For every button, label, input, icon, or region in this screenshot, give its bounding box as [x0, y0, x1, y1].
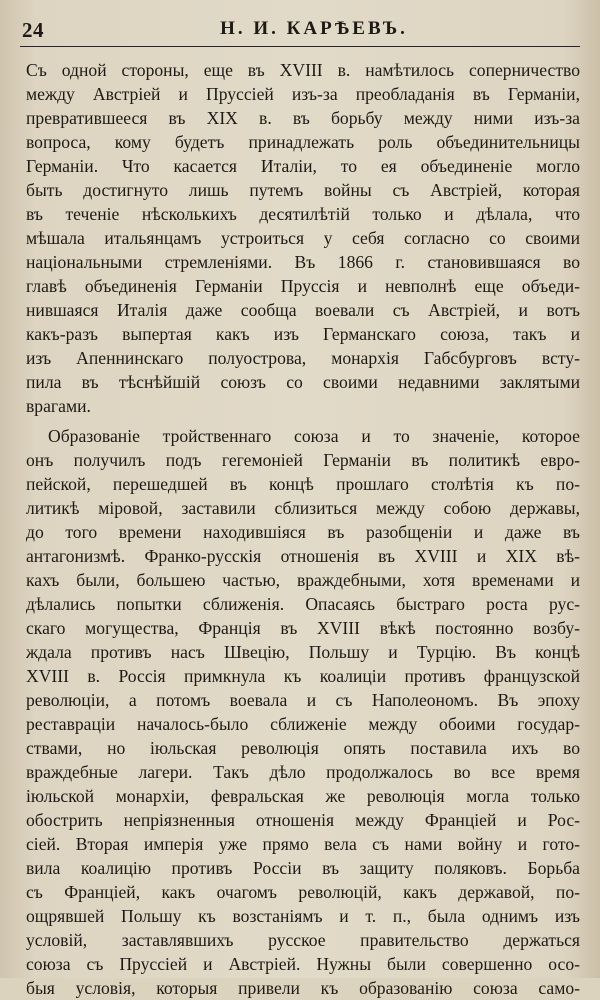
text-line: реставраціи началось-было сближеніе между обоими государ-	[26, 714, 580, 734]
text-line: изъ Апеннинскаго полуострова, монархія Габсбурговъ всту-	[26, 348, 580, 368]
text-line: пила въ тѣснѣйшій союзъ со своими недавними заклятыми	[26, 372, 580, 392]
text-line: быя условія, которыя привели къ образованію союза само-	[26, 978, 580, 998]
text-line: антагонизмѣ. Франко-русскія отношенія въ XVIII и XIX вѣ-	[26, 546, 580, 566]
body-text	[26, 58, 580, 1000]
text-line: главѣ объединенія Германіи Пруссія и невполнѣ еще объеди-	[26, 276, 580, 296]
text-line: обострить непріязненныя отношенія между Франціей и Рос-	[26, 810, 580, 830]
text-line: вопроса, кому будетъ принадлежать роль объединительницы	[26, 132, 580, 152]
text-line: іюльской монархіи, февральская же революція могла только	[26, 786, 580, 806]
running-head: Н. И. КАРѢЕВЪ.	[220, 18, 408, 39]
page-number: 24	[22, 18, 44, 42]
text-line: условій, заставлявшихъ русское правительство держаться	[26, 930, 580, 950]
text-line: кахъ были, большею частью, враждебными, хотя временами и	[26, 570, 580, 590]
page-header	[20, 10, 580, 47]
text-line: XVIII в. Россія примкнула къ коалиціи противъ французской	[26, 666, 580, 686]
text-line: сіей. Вторая имперія уже прямо вела съ нами войну и гото-	[26, 834, 580, 854]
text-line: дѣлались попытки сближенія. Опасаясь быстраго роста рус-	[26, 594, 580, 614]
text-line: превратившееся въ XIX в. въ борьбу между ними изъ-за	[26, 108, 580, 128]
text-line: ощрявшей Польшу къ возстаніямъ и т. п., была однимъ изъ	[26, 906, 580, 926]
text-line: какъ-разъ выпертая какъ изъ Германскаго союза, такъ и	[26, 324, 580, 344]
text-line: онъ получилъ подъ гегемоніей Германіи въ политикѣ евро-	[26, 450, 580, 470]
text-line: врагами.	[26, 396, 91, 416]
text-line: между Австріей и Пруссіей изъ-за преобладанія въ Германіи,	[26, 84, 580, 104]
text-line: пейской, перешедшей въ концѣ прошлаго столѣтія къ по-	[26, 474, 580, 494]
text-line: Образованіе тройственнаго союза и то значеніе, которое	[48, 426, 580, 446]
paragraph-1	[26, 58, 580, 418]
text-line: вила коалицію противъ Россіи въ защиту поляковъ. Борьба	[26, 858, 580, 878]
text-line: мѣшала итальянцамъ устроиться у себя согласно со своими	[26, 228, 580, 248]
text-line: нившаяся Италія даже сообща воевали съ Австріей, и вотъ	[26, 300, 580, 320]
text-line: быть достигнуто лишь путемъ войны съ Австріей, которая	[26, 180, 580, 200]
text-line: скаго могущества, Франція въ XVIII вѣкѣ постоянно возбу-	[26, 618, 580, 638]
text-line: ствами, но іюльская революція опять поставила ихъ во	[26, 738, 580, 758]
text-line: съ Франціей, какъ очагомъ революцій, какъ державой, по-	[26, 882, 580, 902]
text-line: литикѣ міровой, заставили сблизиться между собою державы,	[26, 498, 580, 518]
text-line: національными стремленіями. Въ 1866 г. становившаяся во	[26, 252, 580, 272]
text-line: союза съ Пруссіей и Австріей. Нужны были совершенно осо-	[26, 954, 580, 974]
text-line: враждебные лагери. Такъ дѣло продолжалось во все время	[26, 762, 580, 782]
text-line: Германіи. Что касается Италіи, то ея объединеніе могло	[26, 156, 580, 176]
text-line: Съ одной стороны, еще въ XVIII в. намѣтилось соперничество	[26, 60, 580, 80]
text-line: ждала противъ насъ Швецію, Польшу и Турцію. Въ концѣ	[26, 642, 580, 662]
text-line: въ теченіе нѣсколькихъ десятилѣтій только и дѣлала, что	[26, 204, 580, 224]
text-line: революціи, а потомъ воевала и съ Наполеономъ. Въ эпоху	[26, 690, 580, 710]
paragraph-2	[26, 424, 580, 1000]
text-line: до того времени находившіяся въ разобщеніи и даже въ	[26, 522, 580, 542]
